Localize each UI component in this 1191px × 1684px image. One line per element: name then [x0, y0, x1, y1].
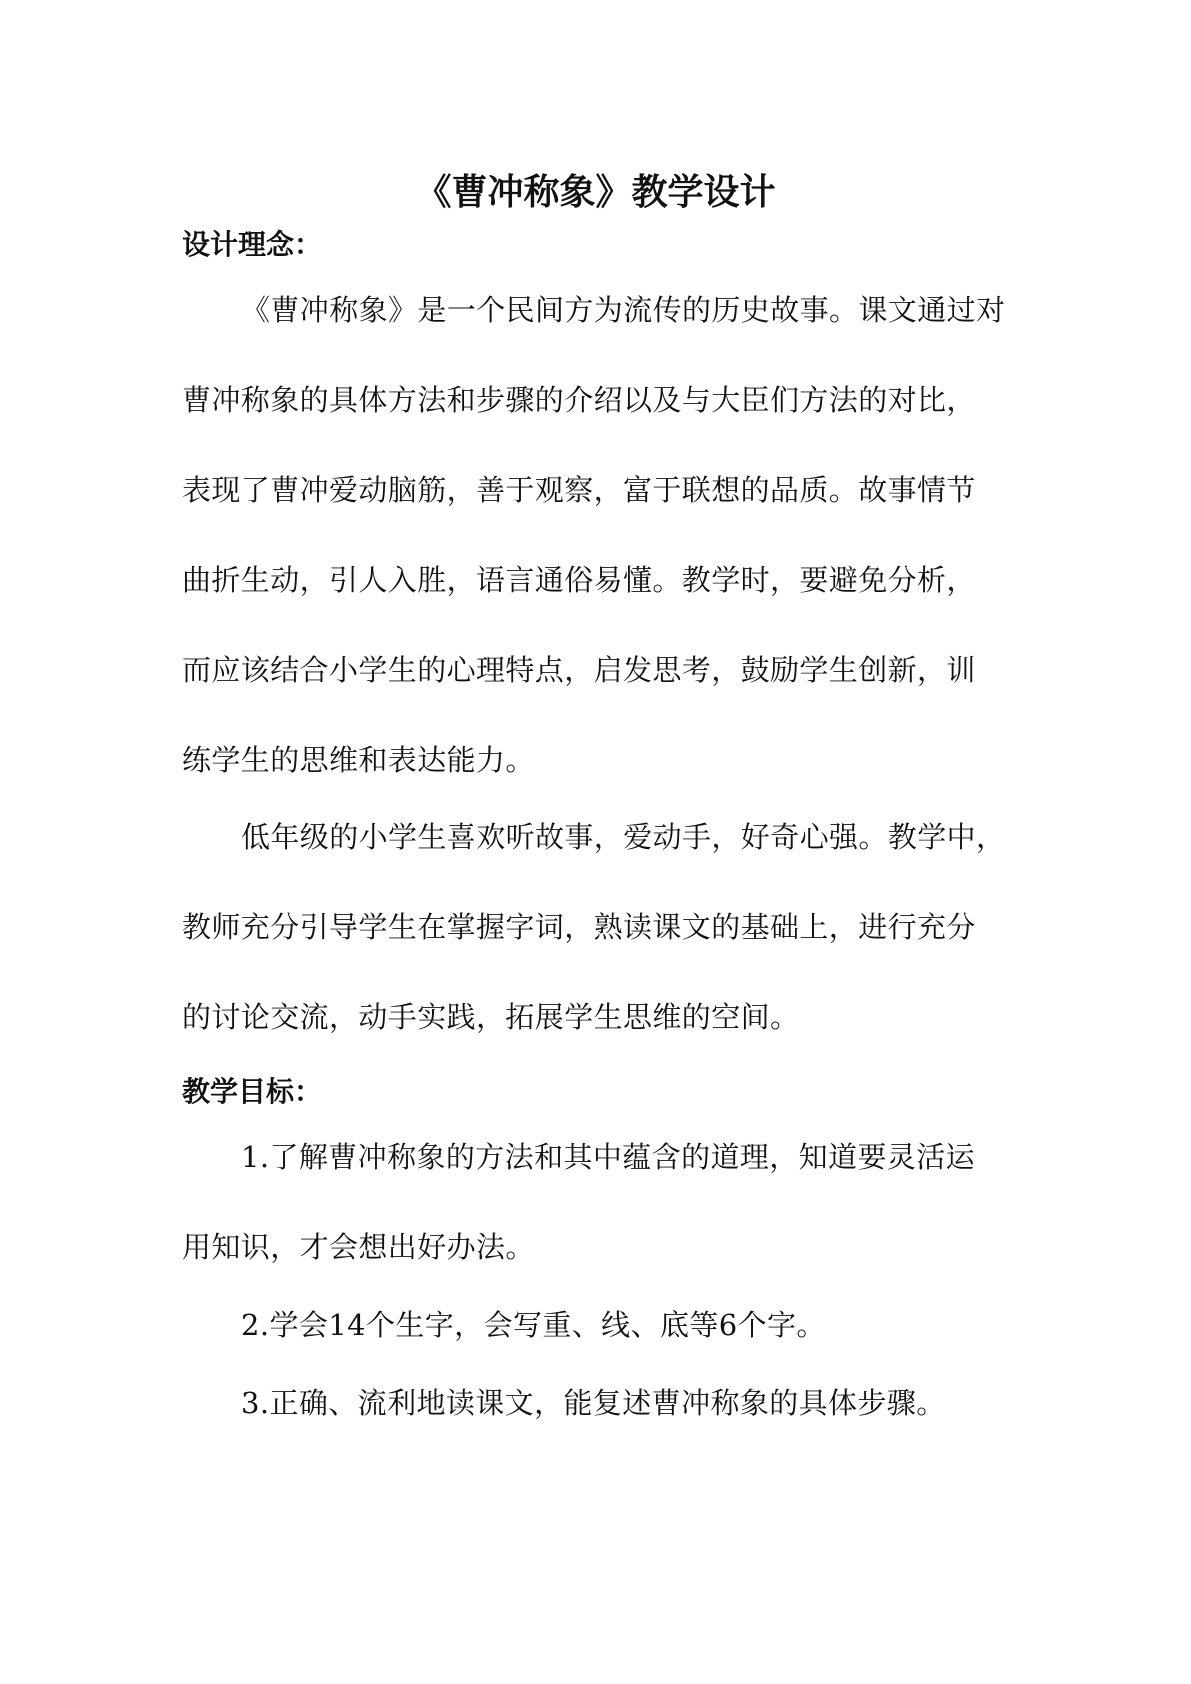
paragraph-line: 低年级的小学生喜欢听故事，爱动手，好奇心强。教学中，	[241, 820, 1006, 854]
paragraph-line: 教师充分引导学生在掌握字词，熟读课文的基础上，进行充分	[182, 910, 976, 944]
paragraph-line: 用知识，才会想出好办法。	[182, 1230, 535, 1264]
paragraph-line: 曹冲称象的具体方法和步骤的介绍以及与大臣们方法的对比，	[182, 383, 976, 417]
paragraph-line: 曲折生动，引人入胜，语言通俗易懂。教学时，要避免分析，	[182, 563, 976, 597]
paragraph-line: 1.了解曹冲称象的方法和其中蕴含的道理，知道要灵活运	[241, 1140, 976, 1174]
paragraph-line: 表现了曹冲爱动脑筋，善于观察，富于联想的品质。故事情节	[182, 473, 976, 507]
document-title: 《曹冲称象》教学设计	[415, 171, 776, 213]
paragraph-line: 2.学会14个生字，会写重、线、底等6个字。	[241, 1308, 826, 1342]
paragraph-line: 练学生的思维和表达能力。	[182, 743, 535, 777]
paragraph-line: 的讨论交流，动手实践，拓展学生思维的空间。	[182, 1000, 800, 1034]
paragraph-line: 而应该结合小学生的心理特点，启发思考，鼓励学生创新，训	[182, 653, 976, 687]
section-heading-teaching-goals: 教学目标：	[182, 1075, 323, 1108]
paragraph-line: 3.正确、流利地读课文，能复述曹冲称象的具体步骤。	[241, 1386, 946, 1420]
paragraph-line: 《曹冲称象》是一个民间方为流传的历史故事。课文通过对	[241, 293, 1006, 327]
section-heading-design-concept: 设计理念：	[182, 228, 323, 261]
